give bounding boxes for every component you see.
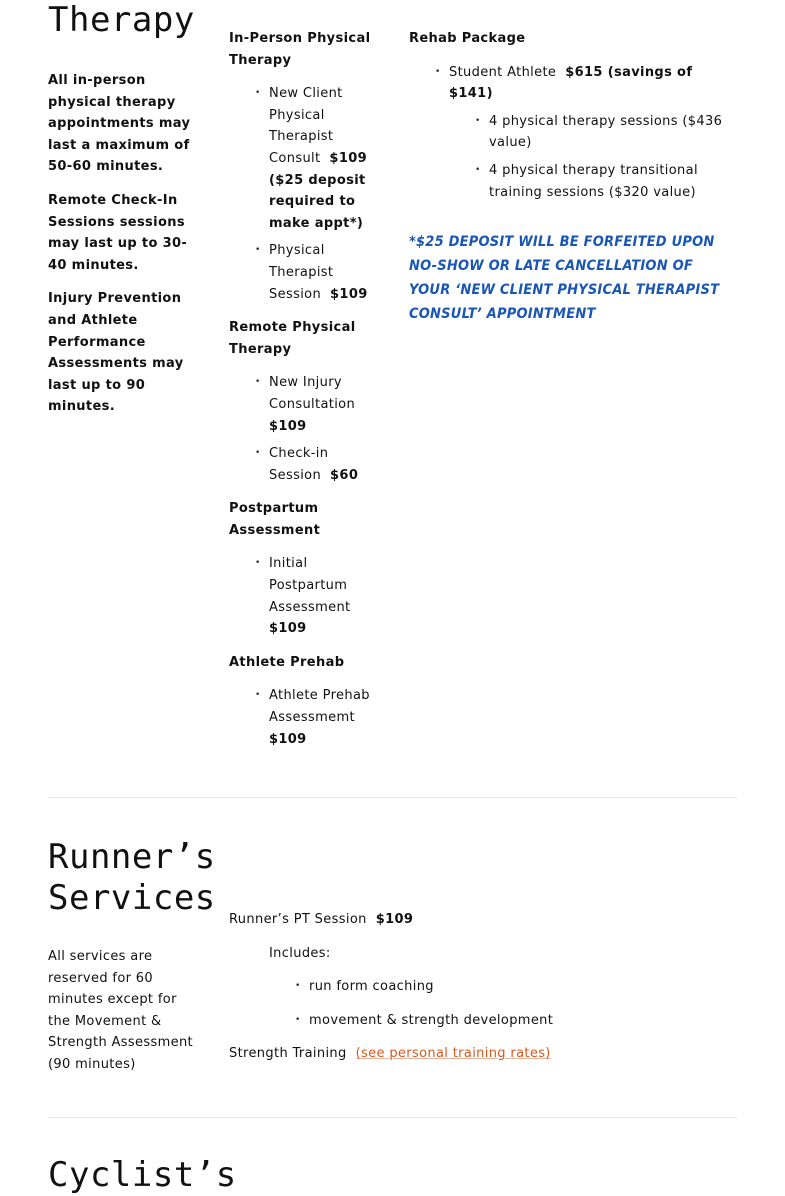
list-item: [269, 685, 379, 750]
rehab-item-price: $615 (savings of $141): [449, 64, 693, 102]
in-person-heading: In-Person Physical Therapy: [229, 31, 371, 68]
section-divider: [48, 797, 737, 798]
list-item: • 4 physical therapy sessions ($436 value): [489, 111, 739, 154]
therapy-section-title: Therapy: [48, 0, 195, 40]
note-in-person-duration: All in-person physical therapy appointments may last a maximum of 50-60 minutes.: [48, 73, 191, 175]
rehab-package-column: [409, 28, 739, 215]
service-label: Runner’s PT Session: [229, 912, 367, 927]
list-item: [449, 62, 739, 204]
list-item: • 4 physical therapy transitional training sessions ($320 value): [489, 160, 739, 203]
deposit-forfeit-note: *$25 DEPOSIT WILL BE FORFEITED UPON NO-SHOW OR LATE CANCELLATION OF YOUR ‘NEW CLIENT PHYSICAL THERAPIST CONSULT’ APPOINTMENT: [409, 234, 720, 322]
note-remote-duration: Remote Check-In Sessions sessions may last up to 30-40 minutes.: [48, 192, 188, 273]
service-price: $109: [269, 731, 307, 747]
service-price: $109: [269, 621, 307, 637]
service-price: $109: [269, 418, 307, 434]
rehab-sub-list: [449, 111, 739, 203]
personal-training-rates-link[interactable]: (see personal training rates): [355, 1046, 551, 1062]
service-label: New Injury Consultation: [269, 375, 356, 412]
service-price: $109: [375, 912, 414, 927]
runners-pt-session: [229, 909, 709, 931]
therapy-services-column: [229, 28, 379, 762]
therapy-notes: [48, 70, 198, 418]
cyclists-section-title: Cyclist’s: [48, 1155, 237, 1195]
includes-list: [229, 976, 709, 1031]
service-price: $109 ($25 deposit required to make appt*): [269, 150, 368, 231]
service-label: Check-in Session: [269, 446, 329, 483]
athlete-prehab-heading: Athlete Prehab: [229, 654, 345, 670]
service-label: Initial Postpartum Assessment: [269, 556, 351, 615]
note-assessment-duration: Injury Prevention and Athlete Performance Assessments may last up to 90 minutes.: [48, 291, 184, 415]
service-label: Physical Therapist Session: [269, 243, 334, 302]
postpartum-heading: Postpartum Assessment: [229, 501, 321, 538]
runners-title-line1: Runner’s: [48, 837, 216, 877]
list-item: [269, 372, 379, 437]
runners-title-line2: Services: [48, 878, 216, 918]
remote-list: [229, 372, 379, 486]
list-item: [269, 553, 379, 639]
includes-label: Includes:: [269, 945, 331, 961]
list-item: • movement & strength development: [309, 1010, 709, 1032]
remote-heading: Remote Physical Therapy: [229, 320, 356, 357]
athlete-prehab-list: [229, 685, 379, 750]
runners-services-column: [229, 909, 709, 1065]
service-price: $109: [330, 286, 368, 302]
list-item: [269, 443, 379, 486]
runners-note: All services are reserved for 60 minutes except for the Movement & Strength Assessment (90 minutes): [48, 949, 193, 1072]
strength-training-row: [229, 1043, 709, 1065]
service-label: Athlete Prehab Assessmemt: [269, 688, 370, 726]
service-label: New Client Physical Therapist Consult: [269, 86, 343, 166]
rehab-package-list: [409, 62, 739, 204]
service-label: Strength Training: [229, 1046, 347, 1062]
runners-section-title: [48, 837, 216, 919]
rehab-item-label: Student Athlete: [449, 64, 557, 80]
section-divider: [48, 1117, 737, 1118]
list-item: [269, 83, 379, 234]
list-item: [269, 240, 379, 305]
service-price: $60: [330, 467, 359, 483]
postpartum-list: [229, 553, 379, 639]
list-item: • run form coaching: [309, 976, 709, 998]
in-person-list: [229, 83, 379, 305]
rehab-package-heading: Rehab Package: [409, 31, 526, 46]
